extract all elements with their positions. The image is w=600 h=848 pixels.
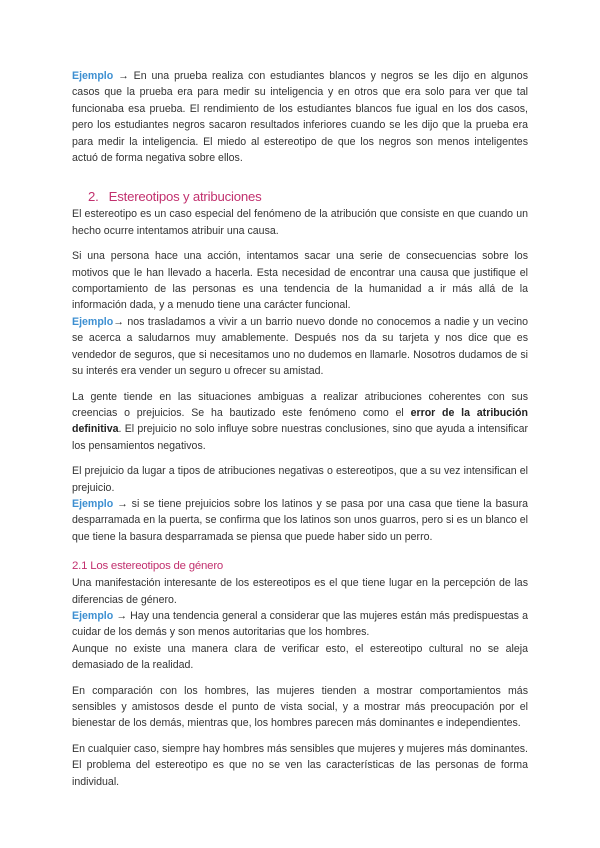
paragraph-example-neighbor <box>72 314 528 380</box>
document-page <box>72 68 528 790</box>
section-title: Estereotipos y atribuciones <box>108 189 262 205</box>
paragraph-text: → nos trasladamos a vivir a un barrio nuevo donde no conocemos a nadie y un vecino se acerca a saludarnos muy amablemente. Después nos da su tarjeta y nos dice que es vendedor de seguros, que si necesitamos uno no dudemos en llamarle. Nosotros dudamos de si su interés era vender un seguro u ofrecer su amistad. <box>72 315 528 378</box>
paragraph-negative-attributions: El prejuicio da lugar a tipos de atribuciones negativas o estereotipos, que a su vez intensifican el prejuicio. <box>72 465 528 494</box>
paragraph-comparison-men-women: En comparación con los hombres, las mujeres tienden a mostrar comportamientos más sensibles y amistosos desde el punto de vista social, y a mostrar más preocupación por el bienestar de los demás, mientras que, los hombres parecen más dominantes e independientes. <box>72 684 528 730</box>
paragraph-attribution-motives: Si una persona hace una acción, intentamos sacar una serie de consecuencias sobre los motivos que le han llevado a hacerla. Esta necesidad de encontrar una causa que justifique el comportamiento de las personas es una tendencia de la humanidad a ir más allá de la información dada, y a menudo tiene una carácter funcional. <box>72 250 528 312</box>
paragraph-example-latinos <box>72 496 528 545</box>
paragraph-example-women-care <box>72 608 528 641</box>
paragraph-text: La gente tiende en las situaciones ambiguas a realizar atribuciones coherentes con sus creencias o prejuicios. Se ha bautizado este fenómeno como el <box>72 390 528 419</box>
paragraph-attribution-definition: El estereotipo es un caso especial del fenómeno de la atribución que consiste en que cuando un hecho ocurre intentamos atribuir una causa. <box>72 208 528 237</box>
paragraph-attribution-error <box>72 389 528 455</box>
paragraph-cultural-stereotype: Aunque no existe una manera clara de verificar esto, el estereotipo cultural no se aleja demasiado de la realidad. <box>72 642 528 672</box>
paragraph-individual-characteristics: En cualquier caso, siempre hay hombres más sensibles que mujeres y mujeres más dominantes. El problema del estereotipo es que no se ven las características de las personas de forma individual. <box>72 742 528 788</box>
bold-term: error de la atribución definitiva <box>72 406 528 436</box>
paragraph-example-intelligence-test <box>72 68 528 166</box>
paragraph-text: → Hay una tendencia general a considerar que las mujeres están más predispuestas a cuidar de los demás y son menos autoritarias que los hombres. <box>72 609 528 639</box>
paragraph-text: . El prejuicio no solo influye sobre nuestras conclusiones, sino que ayuda a intensificar los pensamientos negativos. <box>72 423 528 452</box>
section-heading-stereotypes-attributions <box>88 188 528 206</box>
example-keyword: Ejemplo <box>72 70 114 82</box>
paragraph-gender-differences: Una manifestación interesante de los estereotipos es el que tiene lugar en la percepción de las diferencias de género. <box>72 577 528 606</box>
example-keyword: Ejemplo <box>72 497 114 510</box>
paragraph-text: → En una prueba realiza con estudiantes blancos y negros se les dijo en algunos casos que la prueba era para medir su inteligencia y en otros que era solo para ver que tal funcionaba esa prueba. El rendimiento de los estudiantes blancos fue igual en los dos casos, pero los estudiantes negros sacaron resultados inferiores cuando se les dijo que la prueba era para medir la inteligencia. El miedo al estereotipo de que los negros son menos inteligentes actuó de forma negativa sobre ellos. <box>72 70 528 165</box>
section-number: 2. <box>88 189 99 205</box>
subsection-heading-gender-stereotypes: 2.1 Los estereotipos de género <box>72 560 224 573</box>
paragraph-text: → si se tiene prejuicios sobre los latinos y se pasa por una casa que tiene la basura desparramada en la puerta, se confirma que los latinos son unos guarros, pero si es un blanco el que tiene la basura desparramada se piensa que puede haber sido un perro. <box>72 497 528 543</box>
example-keyword: Ejemplo <box>72 315 114 328</box>
example-keyword: Ejemplo <box>72 609 114 622</box>
